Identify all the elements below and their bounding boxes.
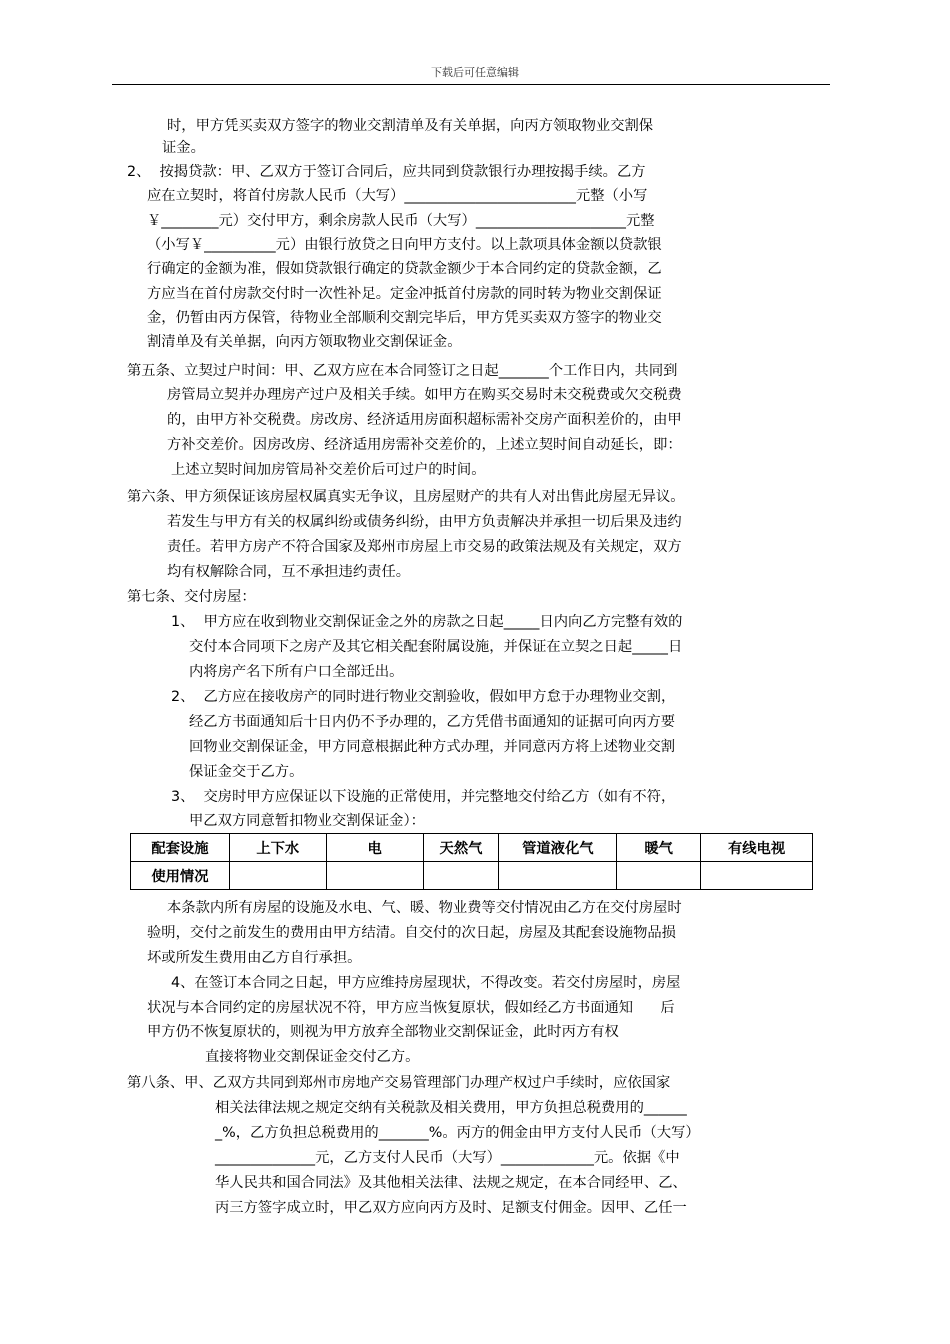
table-cell — [326, 862, 423, 890]
text-line: 方应当在首付房款交付时一次性补足。定金冲抵首付房款的同时转为物业交割保证 — [147, 286, 662, 302]
text-line: 时，甲方凭买卖双方签字的物业交割清单及有关单据，向丙方领取物业交割保 — [167, 118, 654, 134]
text-line: （小写￥__________元）由银行放贷之日向甲方支付。以上款项具体金额以贷款银 — [147, 237, 662, 253]
text-line: 应在立契时，将首付房款人民币（大写）________________________元整（小写 — [147, 188, 648, 204]
table-header-cell: 天然气 — [423, 834, 499, 862]
table-header-cell: 上下水 — [229, 834, 326, 862]
table-header-cell: 有线电视 — [701, 834, 813, 862]
table-header-cell: 暖气 — [617, 834, 701, 862]
text-line: 方补交差价。因房改房、经济适用房需补交差价的，上述立契时间自动延长，即： — [167, 437, 682, 453]
table-row-label: 使用情况 — [131, 862, 230, 890]
text-line: 证金。 — [162, 140, 205, 156]
text-line: 第七条、交付房屋： — [127, 589, 256, 605]
text-line: 均有权解除合同，互不承担违约责任。 — [167, 564, 411, 580]
text-line: 割清单及有关单据，向丙方领取物业交割保证金。 — [147, 334, 462, 350]
text-line: 经乙方书面通知后十日内仍不予办理的，乙方凭借书面通知的证据可向丙方要 — [189, 714, 676, 730]
text-line: 第六条、甲方须保证该房屋权属真实无争议，且房屋财产的共有人对出售此房屋无异议。 — [127, 489, 685, 505]
page-header: 下载后可任意编辑 — [431, 66, 519, 79]
text-line: 上述立契时间加房管局补交差价后可过户的时间。 — [171, 462, 486, 478]
text-line: 坏或所发生费用由乙方自行承担。 — [147, 950, 362, 966]
table-header-row — [131, 834, 813, 862]
text-line: 内将房产名下所有户口全部迁出。 — [189, 664, 404, 680]
text-line: 保证金交于乙方。 — [189, 764, 304, 780]
text-line: 4、在签订本合同之日起，甲方应维持房屋现状，不得改变。若交付房屋时，房屋 — [171, 975, 681, 991]
text-line: 状况与本合同约定的房屋状况不符，甲方应当恢复原状，假如经乙方书面通知 后 — [147, 1000, 675, 1016]
header-rule — [112, 84, 830, 85]
table-header-cell: 配套设施 — [131, 834, 230, 862]
text-line: 丙三方签字成立时，甲乙双方应向丙方及时、足额支付佣金。因甲、乙任一 — [215, 1200, 687, 1216]
text-line: 若发生与甲方有关的权属纠纷或债务纠纷，由甲方负责解决并承担一切后果及违约 — [167, 514, 682, 530]
text-line: 华人民共和国合同法》及其他相关法律、法规之规定，在本合同经甲、乙、 — [215, 1175, 687, 1191]
text-line: ￥________元）交付甲方，剩余房款人民币（大写）_____________________元整 — [147, 213, 655, 229]
text-line: 房管局立契并办理房产过户及相关手续。如甲方在购买交易时未交税费或欠交税费 — [167, 387, 682, 403]
text-line: 2、 乙方应在接收房产的同时进行物业交割验收，假如甲方怠于办理物业交割， — [171, 689, 676, 705]
table-header-cell: 管道液化气 — [499, 834, 617, 862]
text-line: 第八条、甲、乙双方共同到郑州市房地产交易管理部门办理产权过户手续时，应依国家 — [127, 1075, 671, 1091]
text-line: 2、 按揭贷款：甲、乙双方于签订合同后，应共同到贷款银行办理按揭手续。乙方 — [127, 164, 646, 180]
table-cell — [701, 862, 813, 890]
text-line: 验明，交付之前发生的费用由甲方结清。自交付的次日起，房屋及其配套设施物品损 — [147, 925, 676, 941]
text-line: 1、 甲方应在收到物业交割保证金之外的房款之日起_____日内向乙方完整有效的 — [171, 614, 683, 630]
text-line: _%，乙方负担总税费用的_______%。丙方的佣金由甲方支付人民币（大写） — [215, 1125, 700, 1141]
table-cell — [229, 862, 326, 890]
table-cell — [423, 862, 499, 890]
text-line: 3、 交房时甲方应保证以下设施的正常使用，并完整地交付给乙方（如有不符， — [171, 789, 676, 805]
table-cell — [499, 862, 617, 890]
facilities-table — [130, 833, 813, 890]
text-line: 直接将物业交割保证金交付乙方。 — [205, 1049, 420, 1065]
text-line: 甲方仍不恢复原状的，则视为甲方放弃全部物业交割保证金，此时丙方有权 — [147, 1024, 619, 1040]
text-line: 本条款内所有房屋的设施及水电、气、暖、物业费等交付情况由乙方在交付房屋时 — [167, 900, 682, 916]
text-line: 第五条、立契过户时间：甲、乙双方应在本合同签订之日起_______个工作日内，共同到 — [127, 363, 678, 379]
table-header-cell: 电 — [326, 834, 423, 862]
table-row — [131, 862, 813, 890]
text-line: 行确定的金额为准，假如贷款银行确定的贷款金额少于本合同约定的贷款金额，乙 — [147, 261, 662, 277]
text-line: 回物业交割保证金，甲方同意根据此种方式办理，并同意丙方将上述物业交割 — [189, 739, 676, 755]
text-line: 责任。若甲方房产不符合国家及郑州市房屋上市交易的政策法规及有关规定，双方 — [167, 539, 682, 555]
text-line: 交付本合同项下之房产及其它相关配套附属设施，并保证在立契之日起_____日 — [189, 639, 683, 655]
table-cell — [617, 862, 701, 890]
text-line: ______________元，乙方支付人民币（大写）_____________元。依据《中 — [215, 1150, 680, 1166]
text-line: 金，仍暂由丙方保管，待物业全部顺利交割完毕后，甲方凭买卖双方签字的物业交 — [147, 310, 662, 326]
text-line: 相关法律法规之规定交纳有关税款及相关费用，甲方负担总税费用的______ — [215, 1100, 687, 1116]
text-line: 甲乙双方同意暂扣物业交割保证金）： — [189, 813, 425, 829]
text-line: 的，由甲方补交税费。房改房、经济适用房面积超标需补交房产面积差价的，由甲 — [167, 412, 682, 428]
